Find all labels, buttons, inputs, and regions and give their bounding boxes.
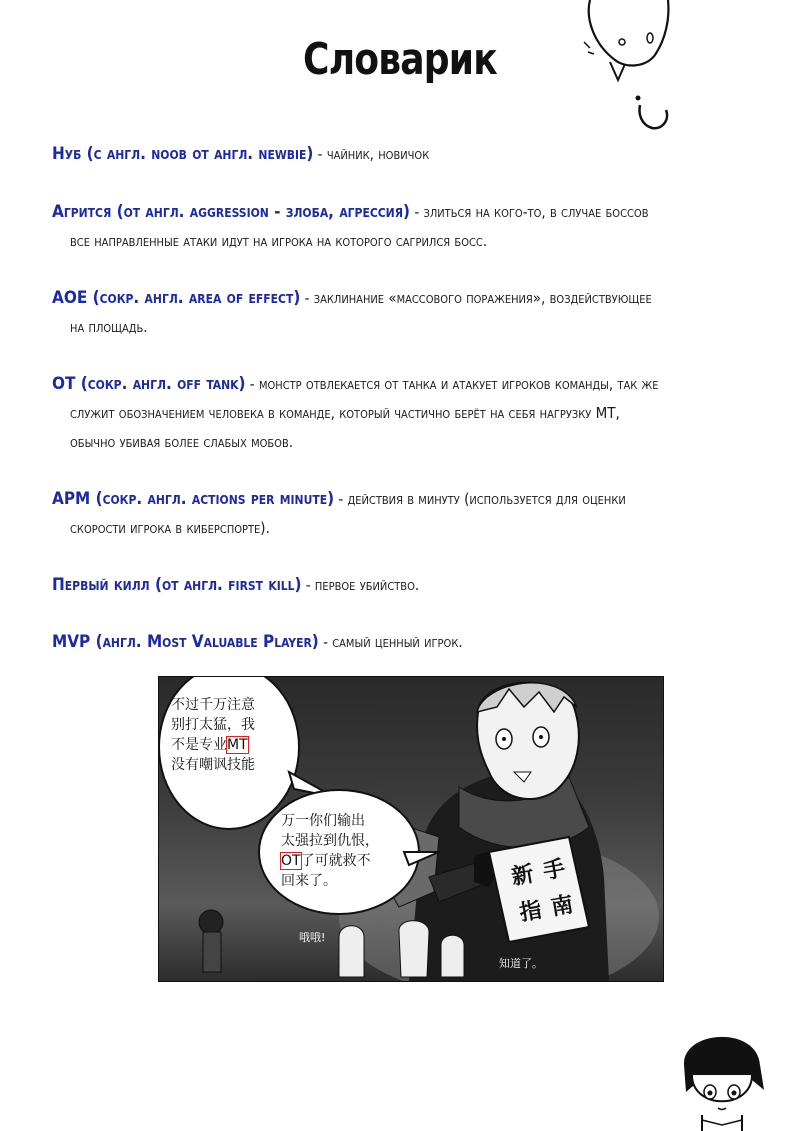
definition-continued: все направленные атаки идут на игрока на которого сагрился босс. <box>70 232 488 250</box>
speech-bubble-2 <box>281 811 379 891</box>
glossary-entry-first-kill <box>52 571 752 600</box>
term: AOE (сокр. англ. area of effect) <box>52 288 301 308</box>
manga-panel <box>158 676 664 982</box>
bubble-line: 了可就救不 <box>300 853 371 869</box>
definition: - заклинание «массового поражения», воздействующее <box>300 289 652 307</box>
definition: - злиться на кого-то, в случае боссов <box>410 203 649 221</box>
glossary-entry-aoe <box>52 284 752 342</box>
bubble-line: 别打太猛，我 <box>171 717 255 733</box>
term: Первый килл (от англ. first kill) <box>52 575 302 595</box>
glossary-entry-ot <box>52 370 752 457</box>
definition: - действия в минуту (используется для оценки <box>334 490 626 508</box>
term: OT (сокр. англ. off tank) <box>52 374 246 394</box>
definition: - чайник, новичок <box>313 145 430 163</box>
glossary-entry-apm <box>52 485 752 543</box>
bubble-line: 没有嘲讽技能 <box>171 757 255 773</box>
definition-continued: скорости игрока в киберспорте). <box>70 519 270 537</box>
definition: - самый ценный игрок. <box>318 633 463 651</box>
definition: - монстр отвлекается от танка и атакует игроков команды, так же <box>245 375 659 393</box>
highlighted-term: MT <box>227 737 248 753</box>
bubble-line: 太强拉到仇恨， <box>281 833 379 849</box>
bubble-line: 不过千万注意 <box>171 697 255 713</box>
term: APM (сокр. англ. actions per minute) <box>52 489 335 509</box>
sfx-left: 哦哦! <box>299 931 326 944</box>
page-title: Словарик <box>303 34 497 85</box>
term: Агрится (от англ. aggression - злоба, агрессия) <box>52 202 411 222</box>
glossary-entry-mvp <box>52 628 752 657</box>
bubble-line: 回来了。 <box>281 873 337 889</box>
definition-continued-2: обычно убивая более слабых мобов. <box>70 433 294 451</box>
bubble-line: 万一你们输出 <box>281 813 365 829</box>
highlighted-term: OT <box>281 853 301 869</box>
definition: - первое убийство. <box>301 576 420 594</box>
glossary-entry-aggro <box>52 198 752 256</box>
chibi-boy-icon <box>672 1020 772 1131</box>
definition-continued: служит обозначением человека в команде, который частично берёт на себя нагрузку MT, <box>70 404 620 422</box>
book-title-row-2: 指南 <box>517 889 586 927</box>
glossary-entry-noob <box>52 140 752 169</box>
cat-doodle-icon <box>570 0 680 150</box>
definition-continued: на площадь. <box>70 318 148 336</box>
sfx-right: 知道了。 <box>499 957 543 970</box>
speech-bubble-1 <box>171 695 255 775</box>
bubble-line: 不是专业 <box>171 737 227 753</box>
term: Нуб (с англ. noob от англ. newbie) <box>52 144 314 164</box>
term: MVP (англ. Most Valuable Player) <box>52 632 319 652</box>
book-title-row-1: 新手 <box>509 853 578 891</box>
